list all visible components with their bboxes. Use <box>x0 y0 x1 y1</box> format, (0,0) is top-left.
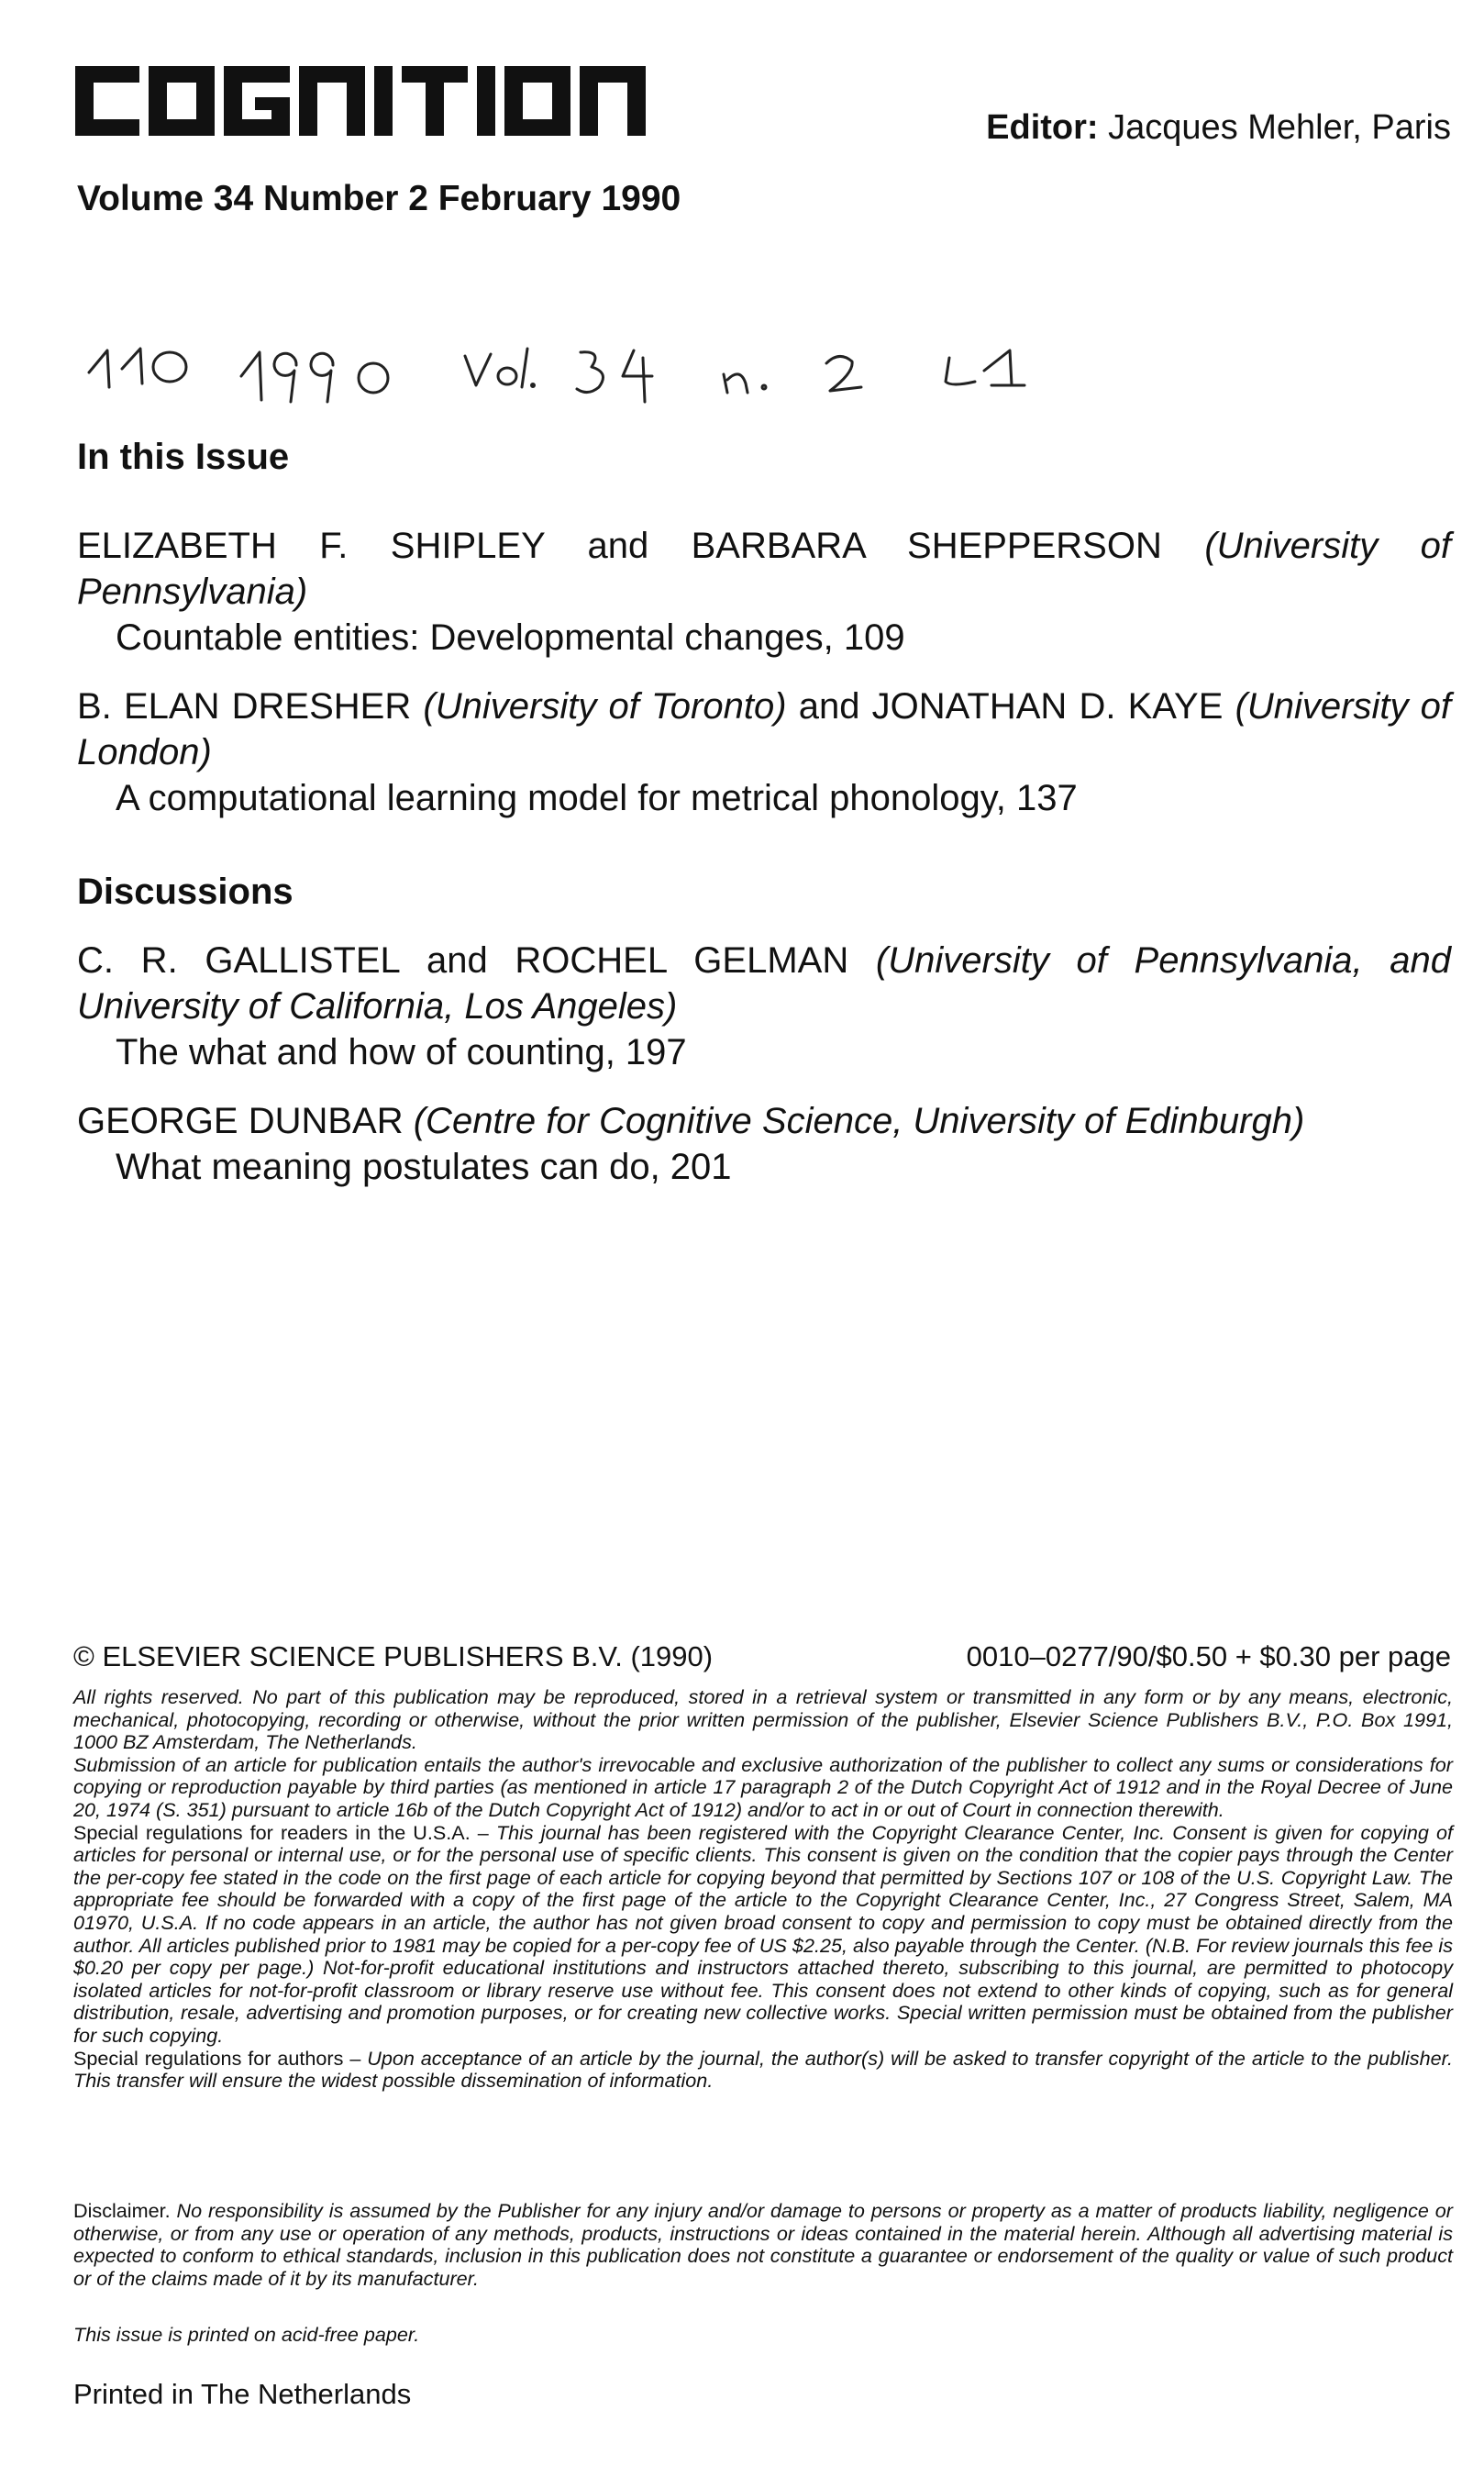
entry-title: The what and how of counting, 197 <box>116 1032 687 1072</box>
author-regulations-label: Special regulations for authors – <box>73 2046 361 2070</box>
entry-affiliation: (University of Pennsylvania, and University of California, Los Angeles) <box>77 940 1452 1027</box>
contents-entry <box>77 1098 1451 1190</box>
usa-regulations-text: This journal has been registered with the Copyright Clearance Center, Inc. Consent is given for copying of articles for personal or internal use, or for the personal use of specific clients. This consent is given on the condition that the copier pays through the Center the per-copy fee stated in the code on the first page of each article for copying beyond that permitted by Sections 107 or 108 of the U.S. Copyright Law. The appropriate fee should be forwarded with a copy of the first page of the article to the Copyright Clearance Center, Inc., 27 Congress Street, Salem, MA 01970, U.S.A. If no code appears in an article, the author has not given broad consent to copy and permission to copy must be obtained directly from the author. All articles published prior to 1981 may be copied for a per-copy fee of US $2.25, also payable through the Center. (N.B. For review journals this fee is $0.20 per copy per page.) Not-for-profit educational institutions and instructors attached thereto, subscribing to this journal, are permitted to photocopy isolated articles for not-for-profit classroom or library reserve use without fee. This consent does not extend to other kinds of copying, such as for general distribution, resale, advertising and promotion purposes, or for creating new collective works. Special written permission must be obtained from the publisher for such copying. <box>73 1820 1454 2047</box>
volume-line: Volume 34 Number 2 February 1990 <box>77 179 681 218</box>
disclaimer-paragraph <box>73 2200 1453 2290</box>
discussions-heading: Discussions <box>77 872 293 912</box>
disclaimer-label: Disclaimer. <box>73 2199 171 2222</box>
entry-connector: and <box>798 686 860 727</box>
copyright-line <box>73 1640 1451 1673</box>
contents-entry <box>77 523 1451 661</box>
entry-affiliation: (University of London) <box>77 686 1452 772</box>
handwritten-annotation <box>87 330 1151 413</box>
author-regulations-paragraph <box>73 2048 1453 2093</box>
entry-affiliation: (University of Pennsylvania) <box>77 526 1452 612</box>
rights-paragraph: All rights reserved. No part of this publication may be reproduced, stored in a retrieval system or transmitted in any form or by any means, electronic, mechanical, photocopying, recording or otherwise, without the prior written permission of the publisher, Elsevier Science Publishers B.V., P.O. Box 1991, 1000 BZ Amsterdam, The Netherlands. <box>73 1685 1453 1754</box>
usa-regulations-paragraph <box>73 1822 1453 2048</box>
in-this-issue-heading: In this Issue <box>77 437 290 477</box>
editor-label: Editor: <box>986 108 1099 147</box>
copyright-notice: © ELSEVIER SCIENCE PUBLISHERS B.V. (1990) <box>73 1640 714 1672</box>
entry-authors-line <box>77 523 1451 615</box>
printed-in: Printed in The Netherlands <box>73 2378 412 2410</box>
disclaimer-text: No responsibility is assumed by the Publisher for any injury and/or damage to persons or property as a matter of products liability, negligence or otherwise, or from any use or operation of any methods, products, instructions or ideas contained in the material herein. Although all advertising material is expected to conform to ethical standards, inclusion in this publication does not constitute a guarantee or endorsement of the quality or value of such product or of the claims made of it by its manufacturer. <box>73 2199 1453 2290</box>
acid-free-note: This issue is printed on acid-free paper. <box>73 2323 420 2346</box>
entry-authors-line <box>77 1098 1451 1144</box>
contents-entry <box>77 938 1451 1075</box>
entry-title: A computational learning model for metrical phonology, 137 <box>116 778 1078 818</box>
fee-code: 0010–0277/90/$0.50 + $0.30 per page <box>966 1640 1451 1672</box>
entry-authors: ELIZABETH F. SHIPLEY and BARBARA SHEPPERSON <box>77 526 1162 566</box>
editor-name: Jacques Mehler, Paris <box>1108 108 1451 147</box>
usa-regulations-label: Special regulations for readers in the U.S.A. – <box>73 1820 489 1844</box>
entry-affiliation: (Centre for Cognitive Science, University of Edinburgh) <box>413 1101 1305 1141</box>
entry-title: What meaning postulates can do, 201 <box>116 1147 732 1187</box>
entry-authors-line <box>77 938 1451 1029</box>
entry-authors: C. R. GALLISTEL and ROCHEL GELMAN <box>77 940 849 981</box>
entry-authors: JONATHAN D. KAYE <box>871 686 1224 727</box>
entry-authors: B. ELAN DRESHER <box>77 686 412 727</box>
entry-title: Countable entities: Developmental changes, 109 <box>116 617 905 658</box>
legal-notice <box>73 1686 1453 2093</box>
entry-authors-line <box>77 683 1451 775</box>
contents-entry <box>77 683 1451 821</box>
submission-paragraph: Submission of an article for publication entails the author's irrevocable and exclusive authorization of the publisher to collect any sums or considerations for copying or reproduction payable by third parties (as mentioned in article 17 paragraph 2 of the Dutch Copyright Act of 1912 and in the Royal Decree of June 20, 1974 (S. 351) pursuant to article 16b of the Dutch Copyright Act of 1912) and/or to act in or out of Court in connection therewith. <box>73 1752 1453 1821</box>
cognition-logo <box>75 66 662 136</box>
author-regulations-text: Upon acceptance of an article by the journal, the author(s) will be asked to transfer copyright of the article to the publisher. This transfer will ensure the widest possible dissemination of information. <box>73 2046 1454 2093</box>
entry-authors: GEORGE DUNBAR <box>77 1101 404 1141</box>
entry-affiliation: (University of Toronto) <box>423 686 787 727</box>
editor-line <box>986 108 1451 148</box>
